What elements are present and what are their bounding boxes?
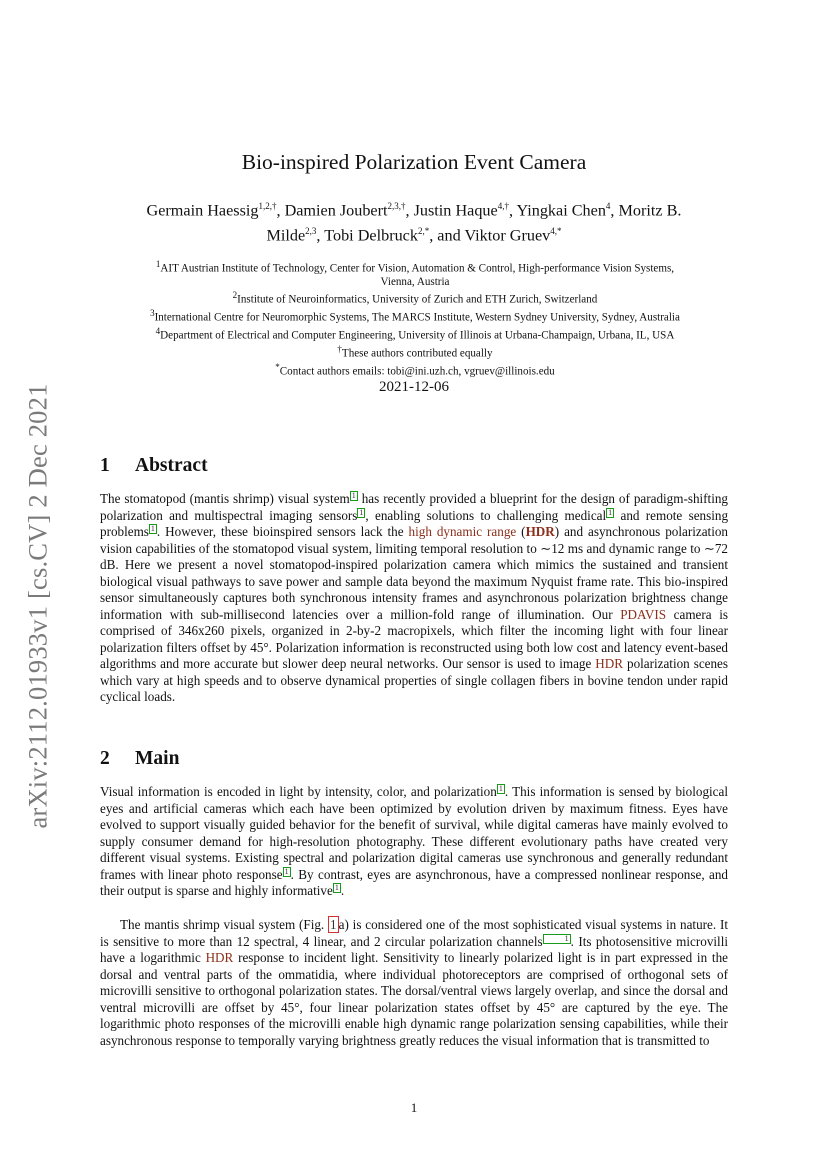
affiliation-mark: 4: [155, 326, 161, 337]
text-run: ) and asynchronous polarization vision capabilities of the stomatopod visual system, limiting temporal resolution to ∼12 ms and dynamic range to ∼72 dB. Here we present a novel stomatopod-inspired polarization camera which mimics the sustained and transient biological visual pathways to save power and sample data beyond the maximum Nyquist frame rate. This bio-inspired sensor simultaneously captures both synchronous intensity frames and asynchronous polarization brightness change information with sub-millisecond latencies over a million-fold range of illumination. Our: [100, 524, 728, 622]
affiliation-text: Institute of Neuroinformatics, University of Zurich and ETH Zurich, Switzerland: [237, 293, 598, 306]
affiliation-text: Contact authors emails: tobi@ini.uzh.ch, vgruev@illinois.edu: [279, 365, 555, 378]
arxiv-identifier: arXiv:2112.01933v1 [cs.CV] 2 Dec 2021: [22, 383, 53, 829]
author: Tobi Delbruck: [324, 226, 418, 245]
section-heading-main: [100, 748, 179, 770]
affiliation-text: These authors contributed equally: [341, 347, 493, 360]
author: Justin Haque: [413, 201, 498, 220]
section-number: 1: [100, 455, 110, 476]
author-separator: , and: [429, 226, 465, 245]
text-run: The mantis shrimp visual system (Fig.: [120, 917, 329, 932]
citation-link[interactable]: 1: [334, 883, 339, 892]
acronym-link-hdr[interactable]: HDR: [595, 656, 624, 671]
publication-date: 2021-12-06: [379, 379, 449, 395]
acronym-link-hdr-long[interactable]: high dynamic range: [408, 524, 517, 539]
author: Milde: [266, 226, 306, 245]
author-separator: ,: [316, 226, 325, 245]
citation-link[interactable]: 1: [608, 507, 613, 517]
text-run: and remote sensing problems: [100, 507, 729, 539]
section-title: Abstract: [135, 455, 208, 476]
text-run: camera is comprised of 346x260 pixels, organized in 2-by-2 macropixels, which filter the incoming light with four linear polarization filters offset by 45°. Polarization information is reconstructed using both low cost and latency event-based algorithms and more accurate but slower deep neural networks. Our sensor is used to image: [100, 606, 729, 671]
affiliation: [95, 343, 735, 361]
author: Moritz B.: [618, 201, 682, 220]
citation-link[interactable]: 1: [284, 866, 289, 876]
acronym-link-hdr[interactable]: HDR: [525, 524, 555, 539]
text-run: , enabling solutions to challenging medical: [365, 507, 607, 523]
author: Germain Haessig: [146, 201, 259, 220]
main-paragraph-2: [100, 917, 728, 1049]
affiliation: [95, 289, 735, 307]
citation-link[interactable]: 1: [359, 507, 364, 517]
figure-link[interactable]: 1: [330, 917, 337, 932]
author-affiliation-mark: 4,†: [497, 201, 509, 211]
citation-link[interactable]: 1: [150, 524, 155, 533]
affiliation: [95, 258, 735, 276]
affiliation-text: International Centre for Neuromorphic Systems, The MARCS Institute, Western Sydney University, Sydney, Australia: [154, 311, 680, 324]
author-separator: ,: [610, 201, 619, 220]
text-run: The stomatopod (mantis shrimp) visual system: [100, 491, 350, 506]
affiliation-mark: †: [337, 344, 342, 355]
author-list: [100, 196, 728, 247]
page-number: 1: [410, 1100, 418, 1115]
text-run: . This information is sensed by biological eyes and artificial cameras which each have been optimized by evolution driven by maximum fitness. Eyes have evolved to support visually guided behavior for the benefit of survival, while digital cameras have mainly evolved to supply consumer demand for high-resolution photography. These different evolutionary paths have created very different visual systems. Existing spectral and polarization digital cameras use synchronous and generally redundant frames with linear photo response: [100, 784, 728, 882]
author-affiliation-mark: 1,2,†: [258, 201, 277, 211]
affiliation-text: Department of Electrical and Computer Engineering, University of Illinois at Urbana-Champaign, Urbana, IL, USA: [160, 329, 675, 342]
author-affiliation-mark: 4,*: [550, 226, 562, 237]
author: Yingkai Chen: [516, 201, 606, 220]
author-line-2: [100, 221, 728, 246]
acronym-link-hdr[interactable]: HDR: [205, 950, 234, 965]
section-number: 2: [100, 748, 110, 769]
author-line-1: [100, 196, 728, 221]
author-affiliation-mark: 2,3: [305, 226, 317, 237]
affiliation: [95, 325, 735, 343]
text-run: Visual information is encoded in light by intensity, color, and polarization: [100, 784, 497, 799]
paper-title: Bio-inspired Polarization Event Camera: [241, 150, 587, 174]
author-affiliation-mark: 2,*: [417, 226, 430, 237]
affiliation-list: [95, 258, 735, 379]
author-separator: ,: [276, 201, 285, 220]
citation-link[interactable]: 1: [351, 491, 356, 500]
text-run: . Its photosensitive microvilli have a logarithmic: [100, 933, 728, 965]
affiliation-mark: 1: [155, 259, 161, 269]
section-title: Main: [135, 748, 180, 769]
author-affiliation-mark: 4: [605, 201, 611, 211]
main-paragraph-1: [100, 784, 728, 900]
section-heading-abstract: [100, 455, 208, 477]
author-separator: ,: [405, 201, 414, 220]
text-run: polarization scenes which vary at high speeds and to observe dynamical properties of single collagen fibers in bovine tendon under rapid cyclical loads.: [100, 656, 728, 704]
affiliation: [95, 307, 735, 325]
text-run: .: [340, 883, 345, 898]
text-run: has recently provided a blueprint for the design of paradigm-shifting polarization and multispectral imaging sensors: [100, 491, 728, 523]
abstract-paragraph: [100, 491, 728, 706]
affiliation-mark: 3: [150, 308, 155, 319]
author: Viktor Gruev: [464, 226, 551, 245]
text-run: a) is considered one of the most sophisticated visual systems in nature. It is sensitive to more than 12 spectral, 4 linear, and 2 circular polarization channels: [100, 917, 729, 949]
affiliation-text: Vienna, Austria: [380, 275, 450, 288]
citation-link[interactable]: 1: [498, 784, 503, 793]
acronym-link-pdavis[interactable]: PDAVIS: [620, 606, 667, 622]
text-run: . By contrast, eyes are asynchronous, have a compressed nonlinear response, and their output is sparse and highly informative: [100, 866, 728, 898]
author-affiliation-mark: 2,3,†: [387, 201, 406, 211]
text-run: . However, these bioinspired sensors lack the: [156, 524, 409, 539]
affiliation: [95, 276, 735, 289]
text-run: (: [516, 524, 526, 539]
affiliation-mark: *: [275, 362, 280, 373]
author: Damien Joubert: [284, 201, 388, 220]
affiliation-text: AIT Austrian Institute of Technology, Center for Vision, Automation & Control, High-performance Vision Systems,: [160, 262, 675, 275]
text-run: response to incident light. Sensitivity to linearly polarized light is in part expressed in the dorsal and ventral parts of the ommatidia, where individual photoreceptors are comprised of orthogonal sets of microvilli sensitive to orthogonal polarization states. The dorsal/ventral views largely overlap, and since the dorsal and ventral microvilli are offset by 45°, four linear polarization states offset by 45° are captured by the eye. The logarithmic photo responses of the microvilli enable high dynamic range polarization sensing capabilities, while their asynchronous response to temporally varying brightness greatly reduces the visual information that is transmitted to: [100, 950, 728, 1048]
author-separator: ,: [508, 201, 517, 220]
citation-link[interactable]: 1: [543, 934, 571, 944]
affiliation: [95, 361, 735, 379]
affiliation-mark: 2: [232, 290, 238, 301]
